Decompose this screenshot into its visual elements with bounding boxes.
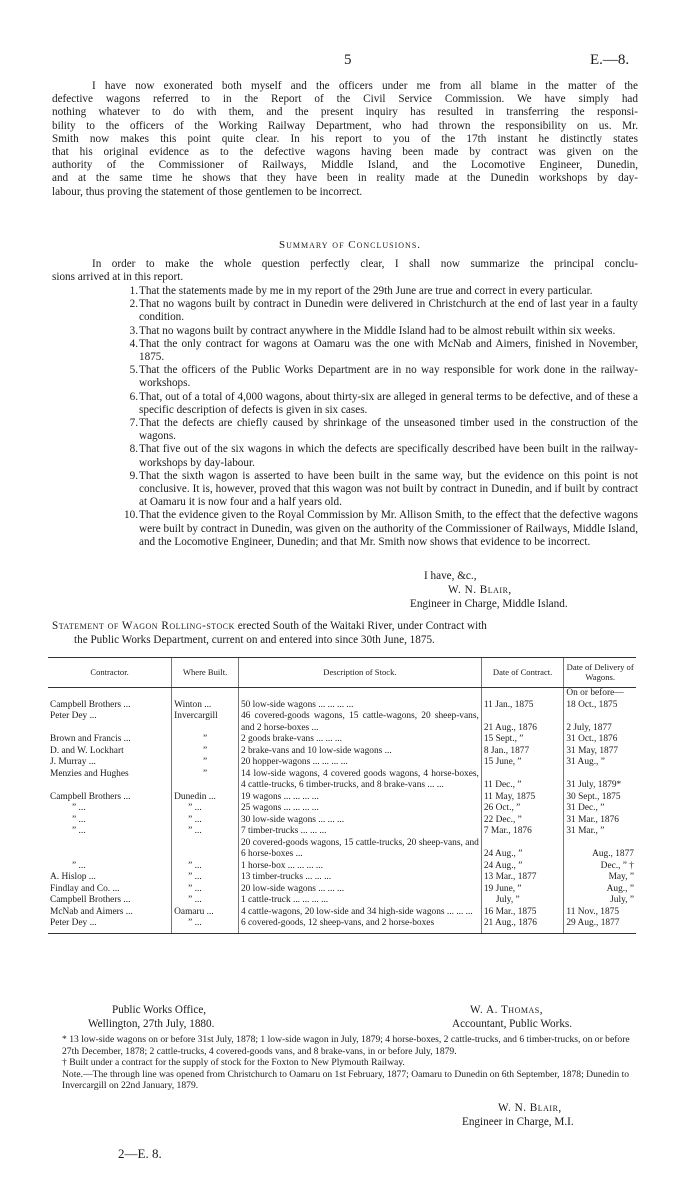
- table-row: [48, 688, 636, 700]
- table-row: [48, 734, 636, 746]
- conclusion-text: That the officers of the Public Works Department are in no way responsible for work done in the railway-workshops.: [139, 364, 638, 390]
- rolling-stock-table: [48, 657, 636, 934]
- intro-line: Smith now makes this point quite clear. In his report to you of the 17th instant he distinctly states: [52, 132, 638, 145]
- cell-contractor: McNab and Aimers ...: [50, 906, 133, 917]
- statement-title-prefix: Statement of Wagon Rolling-stock: [52, 620, 235, 632]
- conclusion-text: That, out of a total of 4,000 wagons, about thirty-six are alleged in general terms to be defective, and of these a specific description of defects is given in six cases.: [139, 390, 638, 416]
- document-reference: E.—8.: [590, 52, 630, 68]
- cell-contractor: Peter Dey ...: [48, 918, 172, 933]
- cell-contractor: Campbell Brothers ...: [50, 895, 131, 905]
- header-date-delivery: Date of Delivery of Wagons.: [564, 658, 636, 688]
- conclusions-list: [52, 285, 638, 549]
- cell-description: 20 hopper-wagons ... ... ... ...: [238, 757, 481, 769]
- conclusion-item: [52, 285, 638, 298]
- intro-line: authority of the Commissioner of Railways, Middle Island, and the Locomotive Engineer, Dunedin,: [52, 159, 638, 172]
- cell-delivery: 31 Dec., ”: [564, 803, 636, 815]
- cell-description: 1 horse-box ... ... ... ...: [238, 861, 481, 873]
- cell-where: ”: [172, 746, 239, 758]
- table-row: [48, 872, 636, 884]
- cell-date: 8 Jan., 1877: [481, 746, 564, 758]
- cell-description: 46 covered-goods wagons, 15 cattle-wagons, 20 sheep-vans, and 2 horse-boxes ...: [238, 711, 481, 734]
- table-row: [48, 861, 636, 873]
- cell-contractor: Brown and Francis ...: [50, 734, 131, 744]
- conclusion-number: 8.: [129, 443, 138, 456]
- cell-delivery: 31 Mar., 1876: [564, 815, 636, 827]
- cell-delivery: 11 Nov., 1875: [564, 907, 636, 919]
- cell-date: 22 Dec., ”: [481, 815, 564, 827]
- conclusion-item: [52, 364, 638, 390]
- cell-description: 2 brake-vans and 10 low-side wagons ...: [238, 746, 481, 758]
- statement-title: [52, 620, 662, 647]
- bottom-page-reference: 2—E. 8.: [118, 1146, 162, 1161]
- conclusion-number: 1.: [129, 285, 138, 297]
- cell-contractor: [48, 838, 172, 861]
- intro-paragraph: [52, 80, 638, 199]
- cell-delivery: Aug., ”: [564, 884, 636, 896]
- conclusion-number: 7.: [129, 417, 138, 430]
- cell-contractor: ” ...: [72, 860, 86, 871]
- cell-where: Winton ...: [172, 700, 239, 712]
- cell-date: 26 Oct., ”: [481, 803, 564, 815]
- cell-delivery: 31 May, 1877: [564, 746, 636, 758]
- conclusion-text: That no wagons built by contract anywhere in the Middle Island had to be almost rebuilt within six weeks.: [139, 324, 616, 337]
- table-row: [48, 838, 636, 861]
- conclusion-number: 2.: [129, 298, 138, 311]
- cell-where: ”: [172, 734, 239, 746]
- table-row: [48, 918, 636, 933]
- cell-contractor: Campbell Brothers ...: [50, 791, 131, 802]
- header-date-contract: Date of Contract.: [481, 658, 564, 688]
- conclusion-item: [52, 338, 638, 364]
- cell-delivery: 31 Mar., ”: [564, 826, 636, 838]
- table-row: [48, 907, 636, 919]
- cell-description: 6 covered-goods, 12 sheep-vans, and 2 horse-boxes: [238, 918, 481, 933]
- final-signature-name: W. N. Blair,: [498, 1102, 562, 1114]
- cell-where: ”: [172, 769, 239, 792]
- intro-line: that his original evidence as to the defective wagons having been made by contract was given on the: [52, 146, 638, 159]
- table-header-row: [48, 658, 636, 688]
- cell-delivery: 2 July, 1877: [564, 711, 636, 734]
- footnote-note: Note.—The through line was opened from Christchurch to Oamaru on 1st February, 1877; Oamaru to Dunedin on 6th September, 1878; Dunedin to Invercargill on 22nd January, 1879.: [62, 1068, 630, 1092]
- cell-where: ” ...: [172, 872, 239, 884]
- cell-date: 11 Jan., 1875: [481, 700, 564, 712]
- statement-title-line2: the Public Works Department, current on and entered into since 30th June, 1875.: [74, 633, 435, 646]
- table-row: [48, 746, 636, 758]
- cell-description: 20 covered-goods wagons, 15 cattle-trucks, 20 sheep-vans, and 6 horse-boxes ...: [238, 838, 481, 861]
- cell-description: 19 wagons ... ... ... ...: [238, 792, 481, 804]
- office-date-line: Wellington, 27th July, 1880.: [88, 1018, 215, 1030]
- cell-contractor: Menzies and Hughes: [50, 768, 129, 779]
- conclusion-number: 9.: [129, 469, 138, 482]
- cell-description: 20 low-side wagons ... ... ...: [238, 884, 481, 896]
- final-signature-title: Engineer in Charge, M.I.: [462, 1116, 574, 1128]
- conclusion-text: That the defects are chiefly caused by shrinkage of the unseasoned timber used in the construction of the wagons.: [139, 417, 638, 443]
- cell-description: 30 low-side wagons ... ... ...: [238, 815, 481, 827]
- table-row: [48, 815, 636, 827]
- cell-where: ” ...: [172, 918, 239, 933]
- conclusion-text: That the statements made by me in my report of the 29th June are true and correct in every particular.: [139, 285, 593, 297]
- table-row: [48, 792, 636, 804]
- conclusion-text: That the evidence given to the Royal Commission by Mr. Allison Smith, to the effect that the defective wagons were built by contract in Dunedin, was given on the authority of the Commissioner of Railways, Middle Island, and the Locomotive Engineer, Dunedin; and that Mr. Smith now shows that evidence to be incorrect.: [139, 509, 638, 548]
- conclusion-number: 6.: [129, 390, 138, 403]
- cell-delivery: Aug., 1877: [564, 838, 636, 861]
- cell-delivery: Dec., ” †: [564, 861, 636, 873]
- summary-intro: [52, 258, 638, 284]
- cell-date: 7 Mar., 1876: [481, 826, 564, 838]
- conclusion-text: That the sixth wagon is asserted to have been built in the same way, but the evidence on this point is not conclusive. It is, however, proved that this wagon was not built by contract in Dunedin, and if built by contract at Oamaru it is now four and a half years old.: [139, 469, 638, 509]
- conclusion-item: [52, 391, 638, 417]
- cell-date: 15 June, ”: [481, 757, 564, 769]
- cell-where: Oamaru ...: [172, 907, 239, 919]
- cell-description: 7 timber-trucks ... ... ...: [238, 826, 481, 838]
- intro-line: defective wagons referred to in the Report of the Civil Service Commission. We have simply had: [52, 93, 638, 106]
- cell-where: [172, 838, 239, 861]
- office-line: Public Works Office,: [112, 1004, 207, 1016]
- cell-description: 4 cattle-wagons, 20 low-side and 34 high-side wagons ... ... ...: [238, 907, 481, 919]
- footnote-dagger: † Built under a contract for the supply of stock for the Foxton to New Plymouth Railway.: [62, 1057, 405, 1069]
- conclusion-number: 5.: [129, 364, 138, 377]
- cell-date: 15 Sept., ”: [481, 734, 564, 746]
- cell-contractor: D. and W. Lockhart: [50, 745, 124, 756]
- accountant-title: Accountant, Public Works.: [452, 1018, 573, 1030]
- conclusion-item: [52, 298, 638, 324]
- cell-contractor: Peter Dey ...: [50, 711, 97, 721]
- cell-description: 50 low-side wagons ... ... ... ...: [238, 700, 481, 712]
- header-description: Description of Stock.: [238, 658, 481, 688]
- cell-description: 2 goods brake-vans ... ... ...: [238, 734, 481, 746]
- cell-contractor: J. Murray ...: [50, 757, 96, 767]
- cell-date: 13 Mar., 1877: [481, 872, 564, 884]
- header-contractor: Contractor.: [48, 658, 172, 688]
- table-row: [48, 803, 636, 815]
- statement-title-rest: erected South of the Waitaki River, under Contract with: [237, 620, 487, 632]
- conclusion-number: 3.: [129, 324, 138, 337]
- cell-date: 11 May, 1875: [481, 792, 564, 804]
- cell-delivery: 31 July, 1879*: [564, 769, 636, 792]
- cell-date: 21 Aug., 1876: [481, 711, 564, 734]
- cell-date: July, ”: [481, 895, 564, 907]
- cell-date: 19 June, ”: [481, 884, 564, 896]
- cell-where: ” ...: [172, 826, 239, 838]
- cell-delivery: July, ”: [564, 895, 636, 907]
- cell-where: ” ...: [172, 895, 239, 907]
- signoff-name: W. N. Blair,: [448, 584, 512, 596]
- footnote-star: * 13 low-side wagons on or before 31st July, 1878; 1 low-side wagon in July, 1879; 4 horse-boxes, 2 cattle-trucks, and 6 timber-trucks, on or before 27th December, 1878; 2 cattle-trucks, 4 covered-goods vans, and 8 brake-vans, in or before July, 1879.: [62, 1034, 630, 1057]
- cell-delivery: 31 Aug., ”: [564, 757, 636, 769]
- cell-where: ” ...: [172, 884, 239, 896]
- table-row: [48, 700, 636, 712]
- intro-line: nothing whatever to do with them, and the present inquiry has resulted in transferring the responsi-: [52, 106, 638, 119]
- cell-delivery: 18 Oct., 1875: [564, 700, 636, 712]
- cell-delivery: 30 Sept., 1875: [564, 792, 636, 804]
- cell-contractor: ” ...: [72, 803, 86, 813]
- cell-date: 21 Aug., 1876: [481, 918, 564, 933]
- cell-date: 11 Dec., ”: [481, 769, 564, 792]
- table-row: [48, 884, 636, 896]
- on-or-before-label: On or before—: [564, 688, 636, 700]
- cell-where: Dunedin ...: [172, 792, 239, 804]
- conclusion-item: [52, 417, 638, 443]
- header-where-built: Where Built.: [172, 658, 239, 688]
- cell-contractor: ” ...: [72, 826, 86, 836]
- conclusion-text: That the only contract for wagons at Oamaru was the one with McNab and Aimers, finished in November, 1875.: [139, 337, 638, 364]
- table-row: [48, 757, 636, 769]
- footnotes: [52, 1034, 642, 1092]
- intro-line: bility to the officers of the Working Railway Department, who had thrown the responsibility on us. Mr.: [52, 119, 638, 132]
- page-number: 5: [344, 52, 352, 68]
- conclusion-number: 4.: [129, 337, 138, 350]
- conclusion-text: That five out of the six wagons in which the defects are specifically described have been built in the railway-workshops by day-labour.: [139, 443, 638, 469]
- intro-line: and at the same time he shows that they have been in reality made at the Dunedin workshops by day-: [52, 172, 638, 185]
- summary-intro-line: sions arrived at in this report.: [52, 271, 184, 284]
- intro-line: I have now exonerated both myself and the officers under me from all blame in the matter of the: [92, 80, 638, 92]
- cell-where: Invercargill: [172, 711, 239, 734]
- table-row: [48, 769, 636, 792]
- cell-delivery: 29 Aug., 1877: [564, 918, 636, 933]
- conclusion-item: [52, 509, 638, 549]
- conclusion-item: [52, 325, 638, 338]
- cell-where: ” ...: [172, 803, 239, 815]
- cell-date: 24 Aug., ”: [481, 838, 564, 861]
- summary-intro-line: In order to make the whole question perfectly clear, I shall now summarize the principal conclu-: [92, 258, 638, 270]
- cell-delivery: 31 Oct., 1876: [564, 734, 636, 746]
- cell-where: ”: [172, 757, 239, 769]
- table-row: [48, 895, 636, 907]
- intro-line: labour, thus proving the statement of those gentlemen to be incorrect.: [52, 185, 363, 198]
- table-row: [48, 826, 636, 838]
- accountant-name: W. A. Thomas,: [470, 1004, 544, 1016]
- cell-delivery: May, ”: [564, 872, 636, 884]
- cell-contractor: Campbell Brothers ...: [50, 699, 131, 710]
- signoff-closing: I have, &c.,: [424, 570, 477, 582]
- cell-contractor: A. Hislop ...: [50, 872, 96, 882]
- cell-date: 16 Mar., 1875: [481, 907, 564, 919]
- signoff-title: Engineer in Charge, Middle Island.: [410, 598, 568, 610]
- table-row: [48, 711, 636, 734]
- conclusion-item: [52, 470, 638, 510]
- cell-contractor: ” ...: [72, 814, 86, 825]
- summary-heading: Summary of Conclusions.: [278, 239, 422, 251]
- cell-contractor: Findlay and Co. ...: [50, 883, 120, 894]
- conclusion-text: That no wagons built by contract in Dunedin were delivered in Christchurch at the end of last year in a faulty condition.: [139, 298, 638, 324]
- cell-date: 24 Aug., ”: [481, 861, 564, 873]
- cell-where: ” ...: [172, 861, 239, 873]
- cell-where: ” ...: [172, 815, 239, 827]
- conclusion-number: 10.: [124, 509, 138, 522]
- cell-description: 25 wagons ... ... ... ...: [238, 803, 481, 815]
- cell-description: 13 timber-trucks ... ... ...: [238, 872, 481, 884]
- cell-description: 1 cattle-truck ... ... ... ...: [238, 895, 481, 907]
- conclusion-item: [52, 443, 638, 469]
- cell-description: 14 low-side wagons, 4 covered goods wagons, 4 horse-boxes, 4 cattle-trucks, 6 timber-trucks, and 8 brake-vans ... ...: [238, 769, 481, 792]
